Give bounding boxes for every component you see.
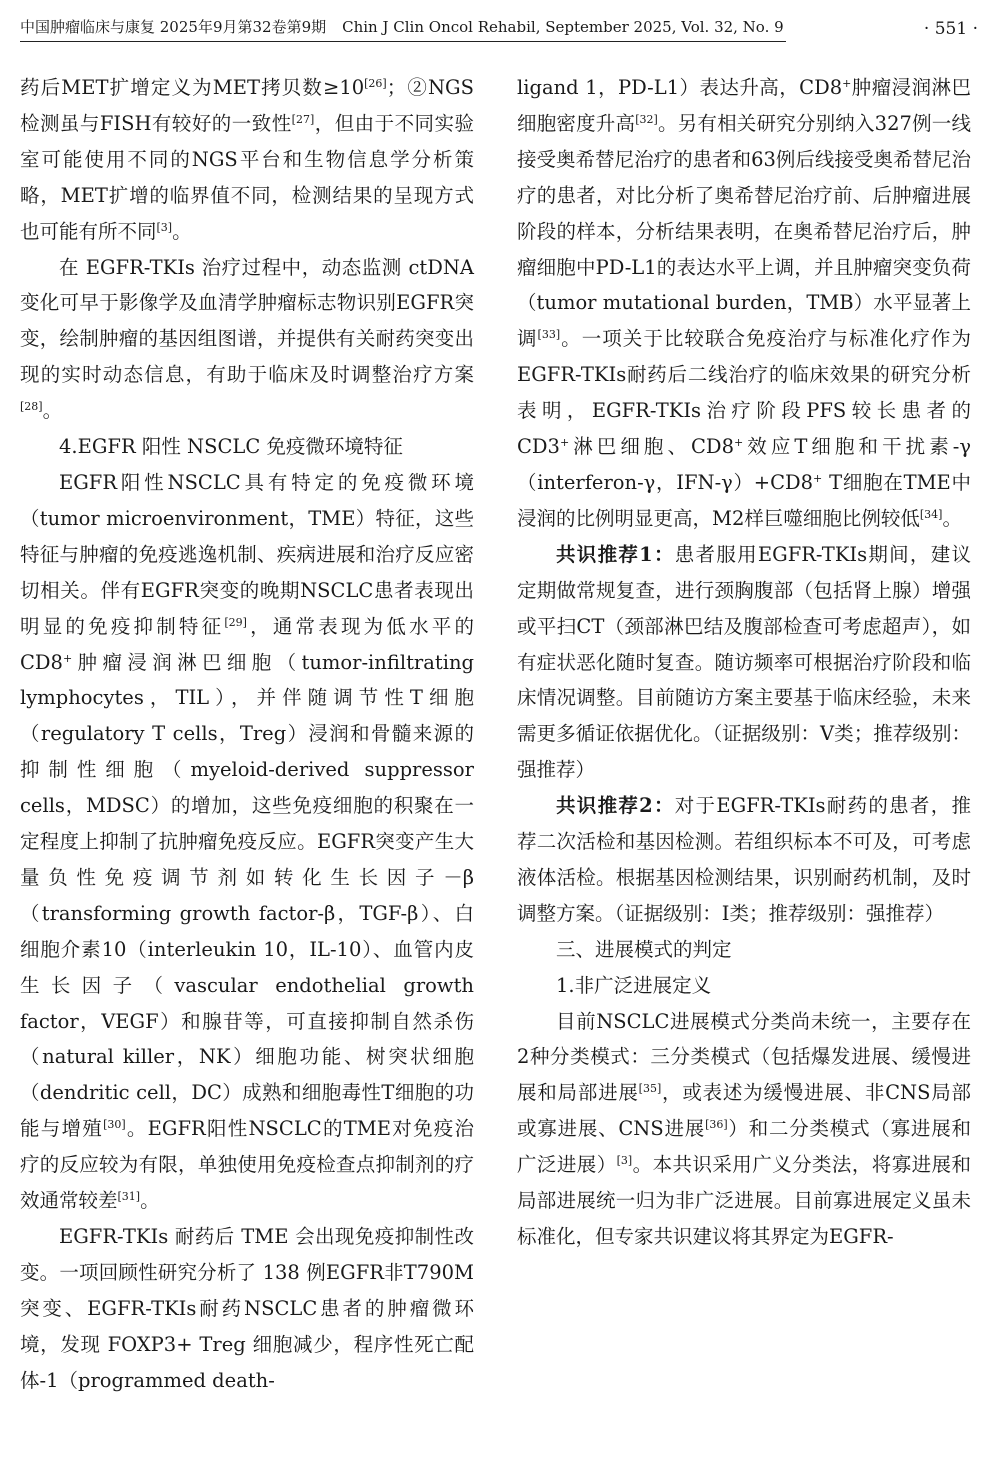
page-number: · 551 · [923, 19, 978, 39]
right-column [517, 70, 971, 1255]
citation-ref: [32] [635, 112, 658, 126]
section-heading-progression-pattern: 三、进展模式的判定 [556, 937, 732, 961]
left-column [20, 70, 474, 1399]
citation-ref: [27] [291, 112, 315, 126]
superscript-plus: + [813, 471, 823, 485]
superscript-plus: + [62, 651, 73, 665]
citation-ref: [26] [364, 76, 387, 90]
citation-ref: [31] [117, 1189, 141, 1203]
citation-ref: [35] [638, 1082, 662, 1096]
consensus-recommendation-2: 共识推荐2：对于EGFR-TKIs耐药的患者，推荐二次活检和基因检测。若组织标本不可及，可考虑液体活检。根据基因检测结果，识别耐药机制，及时调整方案。（证据级别：Ⅰ类；推荐级别：强推荐） [517, 794, 971, 925]
paragraph-ctdna-monitoring: 在 EGFR-TKIs 治疗过程中，动态监测 ctDNA 变化可早于影像学及血清学肿瘤标志物识别EGFR突变，绘制肿瘤的基因组图谱，并提供有关耐药突变出现的实时动态信息，有助于临床及时调整治疗方案[28]。 [20, 255, 474, 423]
citation-ref: [33] [537, 328, 561, 342]
consensus-recommendation-1: 共识推荐1：患者服用EGFR-TKIs期间，建议定期做常规复查，进行颈胸腹部（包括肾上腺）增强或平扫CT（颈部淋巴结及腹部检查可考虑超声），如有症状恶化随时复查。随访频率可根据治疗阶段和临床情况调整。目前随访方案主要基于临床经验，未来需更多循证依据优化。（证据级别：V类；推荐级别：强推荐） [517, 542, 971, 782]
section-heading-immune-microenvironment: 4.EGFR 阳性 NSCLC 免疫微环境特征 [59, 435, 403, 459]
citation-ref: [3] [616, 1154, 633, 1168]
paragraph-pdl1-expression: ligand 1，PD-L1）表达升高，CD8+肿瘤浸润淋巴细胞密度升高[32]。另有相关研究分别纳入327例一线接受奥希替尼治疗的患者和63例后线接受奥希替尼治疗的患者，对比分析了奥希替尼治疗前、后肿瘤进展阶段的样本，分析结果表明，在奥希替尼治疗后，肿瘤细胞中PD-L1的表达水平上调，并且肿瘤突变负荷（tumor mutational burden，TMB）水平显著上调[33]。一项关于比较联合免疫治疗与标准化疗作为EGFR-TKIs耐药后二线治疗的临床效果的研究分析表明，EGFR-TKIs治疗阶段PFS较长患者的CD3+淋巴细胞、CD8+效应T细胞和干扰素-γ（interferon-γ，IFN-γ）+CD8+ T细胞在TME中浸润的比例明显更高，M2样巨噬细胞比例较低[34]。 [517, 76, 971, 530]
citation-ref: [3] [156, 220, 173, 234]
journal-name-en: Chin J Clin Oncol Rehabil, September 2025, Vol. 32, No. 9 [342, 18, 784, 36]
paragraph-progression-classification: 目前NSCLC进展模式分类尚未统一，主要存在2种分类模式：三分类模式（包括爆发进展、缓慢进展和局部进展[35]，或表述为缓慢进展、非CNS局部或寡进展、CNS进展[36]）和二分类模式（寡进展和广泛进展）[3]。本共识采用广义分类法，将寡进展和局部进展统一归为非广泛进展。目前寡进展定义虽未标准化，但专家共识建议将其界定为EGFR- [517, 1009, 971, 1248]
citation-ref: [29] [224, 615, 247, 629]
journal-name-cn: 中国肿瘤临床与康复 2025年9月第32卷第9期 [20, 18, 327, 36]
citation-ref: [34] [919, 507, 943, 521]
citation-ref: [36] [705, 1118, 728, 1132]
superscript-plus: + [559, 435, 570, 449]
citation-ref: [30] [103, 1118, 126, 1132]
paragraph-tme-resistance: EGFR-TKIs 耐药后 TME 会出现免疫抑制性改变。一项回顾性研究分析了 138 例EGFR非T790M突变、EGFR-TKIs耐药NSCLC患者的肿瘤微环境，发现 FOXP3+ Treg 细胞减少，程序性死亡配体-1（programmed death- [20, 1225, 474, 1392]
paragraph-tme-features: EGFR阳性NSCLC具有特定的免疫微环境（tumor microenvironment，TME）特征，这些特征与肿瘤的免疫逃逸机制、疾病进展和治疗反应密切相关。伴有EGFR突变的晚期NSCLC患者表现出明显的免疫抑制特征[29]，通常表现为低水平的CD8+肿瘤浸润淋巴细胞（tumor-infiltrating lymphocytes，TIL），并伴随调节性T细胞（regulatory T cells，Treg）浸润和骨髓来源的抑制性细胞（myeloid-derived suppressor cells，MDSC）的增加，这些免疫细胞的积聚在一定程度上抑制了抗肿瘤免疫反应。EGFR突变产生大量负性免疫调节剂如转化生长因子－β（transforming growth factor-β，TGF-β）、白细胞介素10（interleukin 10，IL-10）、血管内皮生长因子（vascular endothelial growth factor，VEGF）和腺苷等，可直接抑制自然杀伤（natural killer，NK）细胞功能、树突状细胞（dendritic cell，DC）成熟和细胞毒性T细胞的功能与增殖[30]。EGFR阳性NSCLC的TME对免疫治疗的反应较为有限，单独使用免疫检查点抑制剂的疗效通常较差[31]。 [20, 470, 474, 1213]
superscript-plus: + [842, 76, 852, 90]
recommendation-label: 共识推荐2： [556, 794, 675, 818]
journal-citation [20, 14, 786, 42]
recommendation-label: 共识推荐1： [556, 542, 675, 566]
superscript-plus: + [733, 435, 744, 449]
subsection-heading-nonextensive-progression: 1.非广泛进展定义 [556, 973, 712, 997]
citation-ref: [28] [20, 400, 43, 414]
running-header [20, 14, 978, 44]
paragraph-met-amplification: 药后MET扩增定义为MET拷贝数≥10[26]；②NGS检测虽与FISH有较好的一致性[27]，但由于不同实验室可能使用不同的NGS平台和生物信息学分析策略，MET扩增的临界值不同，检测结果的呈现方式也可能有所不同[3]。 [20, 76, 474, 243]
